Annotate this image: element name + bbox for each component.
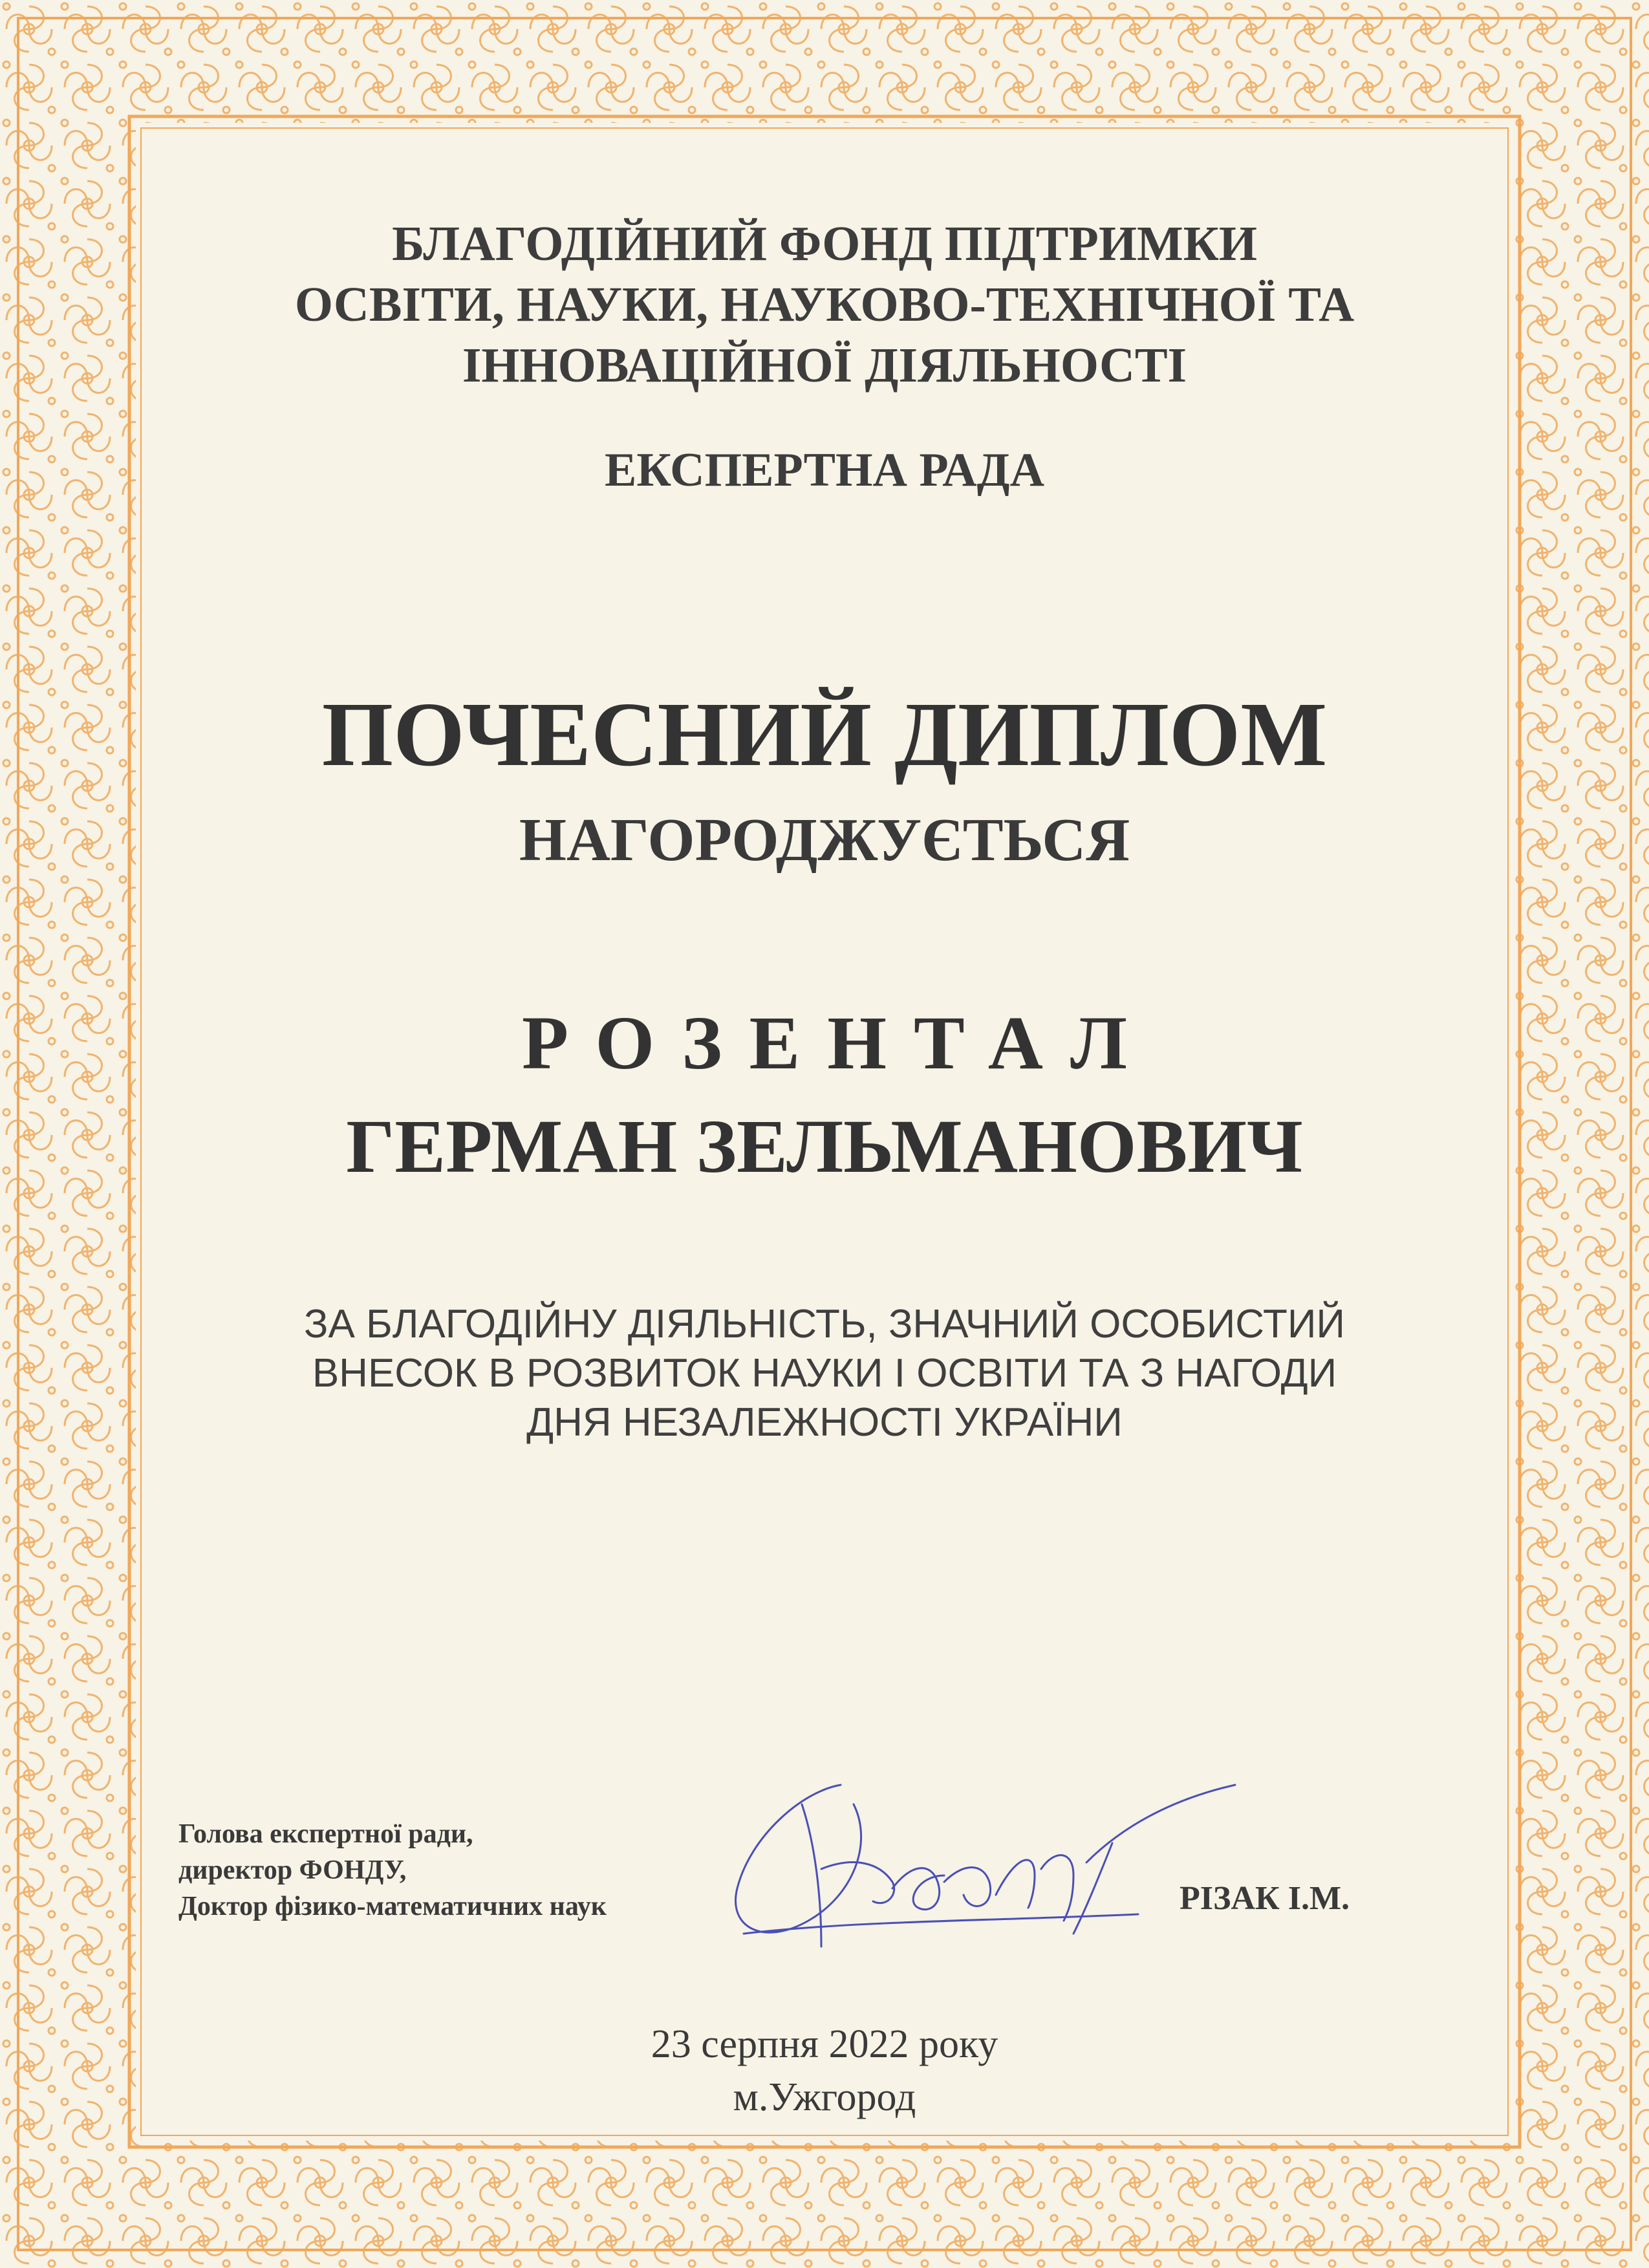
- handwritten-signature: [724, 1766, 1255, 1972]
- recipient-surname: РОЗЕНТАЛ: [522, 1000, 1154, 1085]
- foundation-line-2: ОСВІТИ, НАУКИ, НАУКОВО-ТЕХНІЧНОЇ ТА: [294, 277, 1355, 332]
- signatory-line-1: Голова експертної ради,: [178, 1819, 473, 1849]
- issue-date-place: [0, 2018, 1649, 2124]
- reason-line-1: ЗА БЛАГОДІЙНУ ДІЯЛЬНІСТЬ, ЗНАЧНИЙ ОСОБИСТИЙ: [304, 1302, 1345, 1346]
- diploma-title: ПОЧЕСНИЙ ДИПЛОМ: [321, 683, 1328, 785]
- foundation-line-1: БЛАГОДІЙНИЙ ФОНД ПІДТРИМКИ: [392, 217, 1257, 271]
- award-reason: [0, 1300, 1649, 1447]
- issue-place: м.Ужгород: [733, 2075, 916, 2119]
- foundation-name: [0, 213, 1649, 396]
- expert-council-heading: ЕКСПЕРТНА РАДА: [604, 444, 1045, 497]
- signatory-title: [178, 1816, 607, 1925]
- issue-date: 23 серпня 2022 року: [651, 2022, 998, 2066]
- recipient-name: ГЕРМАН ЗЕЛЬМАНОВИЧ: [346, 1104, 1303, 1189]
- signatory-name: РІЗАК І.М.: [1180, 1880, 1350, 1917]
- signatory-line-3: Доктор фізико-математичних наук: [178, 1892, 607, 1921]
- reason-line-3: ДНЯ НЕЗАЛЕЖНОСТІ УКРАЇНИ: [526, 1400, 1123, 1445]
- reason-line-2: ВНЕСОК В РОЗВИТОК НАУКИ І ОСВІТИ ТА З НАГОДИ: [312, 1351, 1337, 1396]
- signatory-line-2: директор ФОНДУ,: [178, 1855, 407, 1885]
- foundation-line-3: ІННОВАЦІЙНОЇ ДІЯЛЬНОСТІ: [462, 338, 1187, 393]
- awarded-label: НАГОРОДЖУЄТЬСЯ: [519, 806, 1130, 874]
